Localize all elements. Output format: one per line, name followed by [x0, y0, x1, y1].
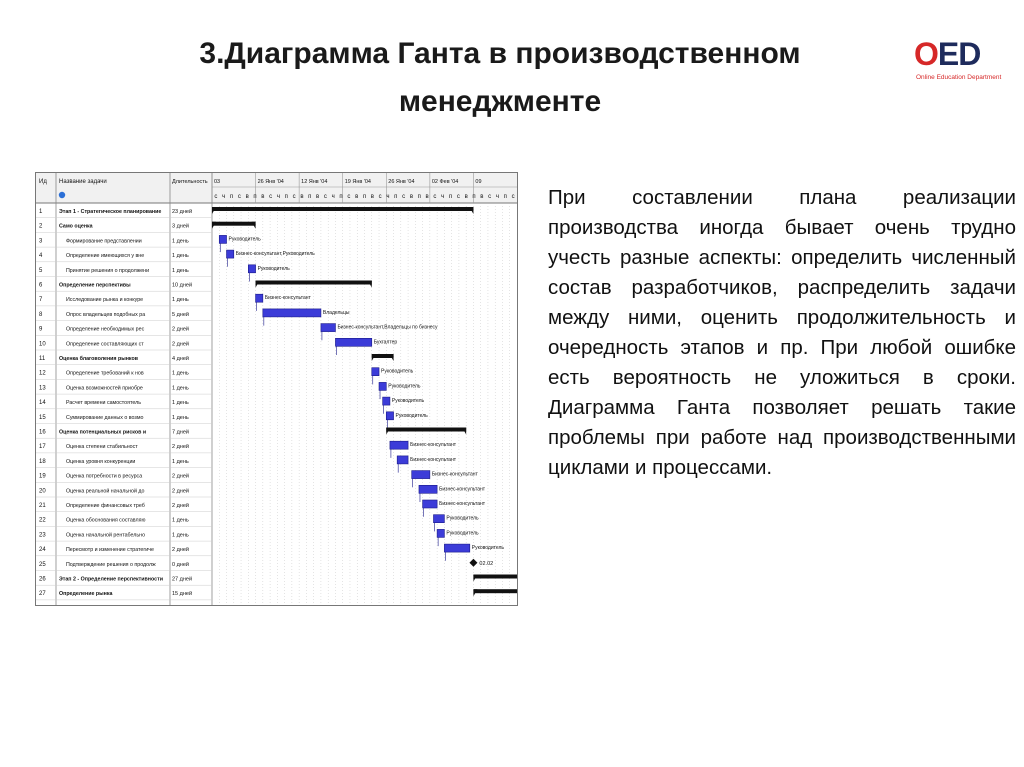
row-id: 26	[39, 576, 46, 583]
oed-logo	[914, 36, 1004, 86]
day-letter: с	[402, 194, 406, 200]
row-name: Принятие решения о продолжени	[66, 267, 150, 274]
day-letter: п	[394, 194, 398, 200]
slide-title: 3.Диаграмма Ганта в производственном менеджменте	[199, 37, 801, 118]
task-bar	[433, 515, 444, 523]
milestone-diamond	[469, 559, 477, 567]
row-duration: 1 день	[172, 385, 189, 392]
task-resource-label: Руководитель	[388, 383, 421, 390]
row-duration: 2 дней	[172, 547, 189, 554]
day-letter: в	[355, 194, 359, 200]
day-letter: п	[417, 194, 421, 200]
task-bar	[386, 412, 393, 420]
day-letter: с	[488, 194, 492, 200]
row-duration: 2 дней	[172, 444, 189, 451]
header-duration: Длительность	[172, 179, 208, 185]
row-name: Оценка обоснования составляю	[66, 517, 146, 524]
row-duration: 15 дней	[172, 591, 193, 598]
row-name: Определение требований к нов	[66, 370, 144, 377]
summary-bar	[473, 575, 517, 579]
day-letter: с	[214, 194, 218, 200]
week-label: 03	[214, 179, 221, 185]
row-id: 1	[39, 209, 43, 215]
row-duration: 1 день	[172, 238, 189, 245]
task-bar	[372, 368, 379, 376]
row-duration: 1 день	[172, 458, 189, 465]
day-letter: п	[308, 194, 312, 200]
row-id: 7	[39, 297, 43, 304]
week-label: 26 Янв '04	[257, 179, 284, 185]
row-name: Исследование рынка и конкуре	[66, 297, 144, 304]
day-letter: п	[448, 194, 453, 200]
row-id: 2	[39, 223, 43, 230]
header-name: Название задачи	[59, 179, 107, 185]
row-name: Определение перспективы	[59, 282, 131, 289]
week-label: 02 Фев '04	[431, 179, 459, 185]
row-id: 6	[39, 282, 43, 289]
row-name: Расчет времени самостоятель	[66, 400, 141, 407]
row-duration: 2 дней	[172, 326, 189, 333]
row-id: 17	[39, 444, 46, 451]
row-duration: 1 день	[172, 400, 189, 407]
milestone-label: 02.02	[479, 560, 494, 567]
task-resource-label: Бизнес-консультант	[410, 442, 457, 449]
day-letter: в	[425, 194, 429, 200]
row-id: 12	[39, 370, 46, 377]
row-id: 8	[39, 311, 43, 318]
logo-power-icon: O	[914, 36, 938, 72]
task-resource-label: Руководитель	[471, 545, 505, 552]
day-letter: п	[253, 194, 257, 200]
info-icon	[59, 192, 65, 198]
row-duration: 2 дней	[172, 503, 189, 509]
row-id: 23	[39, 532, 46, 539]
logo-subtitle: Online Education Department	[916, 74, 1002, 81]
task-bar	[437, 529, 444, 537]
row-id: 4	[39, 253, 43, 260]
task-resource-label: Руководитель	[228, 236, 261, 243]
row-id: 9	[39, 326, 43, 333]
row-name: Этап 2 - Определение перспективности	[59, 576, 163, 583]
row-id: 14	[39, 400, 46, 407]
task-resource-label: Бизнес-консультант,Руководитель	[235, 251, 315, 258]
task-resource-label: Бизнес-консультант	[439, 501, 486, 507]
row-id: 10	[39, 341, 46, 348]
row-duration: 7 дней	[172, 429, 189, 436]
task-resource-label: Руководитель	[257, 265, 290, 272]
row-id: 18	[39, 458, 46, 465]
day-letter: с	[237, 194, 241, 200]
row-duration: 1 день	[172, 253, 189, 260]
task-bar	[423, 500, 438, 508]
task-bar	[379, 382, 386, 390]
task-resource-label: Руководитель	[446, 530, 479, 537]
week-label: 12 Янв '04	[301, 179, 328, 185]
summary-bar	[256, 281, 372, 285]
row-name: Подтверждение решения о продолж	[66, 561, 156, 568]
day-letter: ч	[331, 194, 335, 200]
day-letter: в	[315, 194, 320, 200]
row-id: 15	[39, 414, 46, 421]
task-bar	[321, 324, 336, 332]
task-bar	[227, 250, 234, 258]
week-label: 09	[475, 179, 482, 185]
row-name: Оценка возможностей приобре	[66, 385, 143, 392]
row-name: Оценка потенциальных рисков и	[59, 429, 147, 436]
slide-body-text: При составлении плана реализации производства иногда бывает очень трудно учесть разные аспекты: определить численный состав разработчиков, распределить задачи между ними, оценить продолжительность и очередность этапов и пр. При любой ошибке есть вероятность не уложиться в сроки. Диаграмма Ганта позволяет решать такие проблемы при работе над производственными циклами и процессами.	[548, 186, 1016, 479]
task-bar	[444, 544, 469, 552]
row-id: 21	[39, 503, 46, 509]
day-letter: ч	[386, 194, 390, 200]
task-bar	[219, 235, 226, 243]
summary-bar	[473, 589, 517, 593]
day-letter: с	[378, 194, 382, 200]
day-letter: в	[245, 194, 249, 200]
row-name: Суммирование данных о возмо	[66, 414, 144, 421]
day-letter: с	[511, 194, 515, 200]
row-name: Определение составляющих ст	[66, 341, 144, 348]
day-letter: п	[362, 194, 367, 200]
row-duration: 2 дней	[172, 488, 189, 495]
day-letter: с	[292, 194, 296, 200]
task-resource-label: Руководитель	[381, 368, 414, 375]
task-resource-label: Бизнес-консультант	[431, 471, 478, 478]
row-name: Оценка степени стабильност	[66, 444, 138, 451]
task-resource-label: Бизнес-консультант,Владельцы по бизнесу	[337, 324, 438, 331]
row-duration: 0 дней	[172, 561, 189, 568]
summary-bar	[212, 222, 256, 226]
row-id: 11	[39, 356, 46, 362]
row-duration: 2 дней	[172, 473, 189, 480]
row-id: 16	[39, 429, 46, 436]
row-duration: 1 день	[172, 532, 189, 539]
header-id: Ид	[39, 179, 47, 185]
summary-bar	[386, 428, 466, 432]
row-duration: 27 дней	[172, 576, 193, 583]
day-letter: п	[472, 194, 476, 200]
row-duration: 1 день	[172, 370, 189, 377]
row-name: Само оценка	[59, 223, 93, 230]
day-letter: с	[269, 194, 273, 200]
row-name: Оценка начальной рентабельно	[66, 532, 146, 539]
day-letter: с	[323, 194, 327, 200]
row-duration: 1 день	[172, 517, 189, 524]
row-name: Определение рынка	[59, 591, 113, 598]
task-resource-label: Руководитель	[395, 412, 428, 419]
day-letter: п	[229, 194, 234, 200]
day-letter: в	[480, 194, 484, 200]
row-name: Определение финансовых треб	[66, 503, 145, 509]
row-duration: 10 дней	[172, 282, 193, 289]
task-bar	[397, 456, 408, 464]
day-letter: ч	[441, 194, 445, 200]
task-resource-label: Бухгалтер	[373, 339, 398, 346]
day-letter: с	[456, 194, 460, 200]
day-letter: п	[503, 194, 507, 200]
task-bar	[335, 338, 371, 346]
row-duration: 1 день	[172, 267, 189, 274]
row-name: Оценка потребности в ресурса	[66, 473, 143, 480]
task-bar	[419, 485, 437, 493]
week-label: 26 Янв '04	[388, 179, 415, 185]
task-resource-label: Бизнес-консультант	[264, 295, 311, 302]
task-bar	[256, 294, 263, 302]
day-letter: п	[339, 194, 343, 200]
gantt-svg	[36, 173, 517, 605]
row-name: Оценка уровня конкуренции	[66, 458, 136, 465]
row-duration: 4 дней	[172, 356, 189, 362]
row-id: 20	[39, 488, 46, 495]
row-duration: 2 дней	[172, 341, 189, 348]
day-letter: п	[284, 194, 288, 200]
row-name: Оценка благоволения рынков	[59, 356, 138, 362]
row-duration: 3 дней	[172, 223, 189, 230]
task-resource-label: Бизнес-консультант	[410, 456, 457, 463]
row-duration: 1 день	[172, 297, 189, 304]
row-name: Опрос владельцев подобных ра	[66, 311, 146, 318]
day-letter: ч	[495, 194, 500, 200]
task-bar	[263, 309, 321, 317]
row-name: Определение необходимых рес	[66, 326, 145, 333]
logo-mark: OED	[914, 36, 981, 72]
row-duration: 23 дней	[172, 209, 193, 215]
row-name: Этап 1 - Стратегическое планирование	[59, 209, 162, 215]
row-name: Оценка реальной начальной до	[66, 488, 145, 495]
day-letter: с	[433, 194, 437, 200]
task-resource-label: Владельцы	[322, 309, 350, 316]
day-letter: ч	[276, 194, 281, 200]
task-bar	[412, 471, 430, 479]
day-letter: в	[409, 194, 414, 200]
summary-bar	[212, 207, 473, 211]
row-id: 5	[39, 267, 43, 274]
row-name: Пересмотр и изменение стратегиче	[66, 547, 154, 554]
task-bar	[390, 441, 408, 449]
week-label: 19 Янв '04	[344, 179, 371, 185]
row-id: 27	[39, 591, 46, 598]
row-duration: 5 дней	[172, 311, 189, 318]
day-letter: в	[370, 194, 374, 200]
task-resource-label: Бизнес-консультант	[439, 486, 486, 493]
row-id: 19	[39, 473, 46, 480]
day-letter: с	[347, 194, 351, 200]
row-id: 24	[39, 547, 46, 554]
row-id: 3	[39, 238, 43, 245]
row-duration: 1 день	[172, 414, 189, 421]
row-name: Определение имеющихся у вне	[66, 253, 145, 260]
gantt-chart	[35, 172, 518, 606]
day-letter: в	[464, 194, 468, 200]
task-resource-label: Руководитель	[391, 398, 425, 405]
day-letter: ч	[222, 194, 226, 200]
task-bar	[383, 397, 390, 405]
row-id: 13	[39, 385, 46, 392]
task-resource-label: Руководитель	[446, 515, 479, 522]
row-name: Формирование представлении	[66, 238, 142, 245]
row-id: 22	[39, 517, 46, 524]
day-letter: в	[261, 194, 265, 200]
row-id: 25	[39, 561, 46, 568]
task-bar	[248, 265, 255, 273]
day-letter: в	[300, 194, 304, 200]
